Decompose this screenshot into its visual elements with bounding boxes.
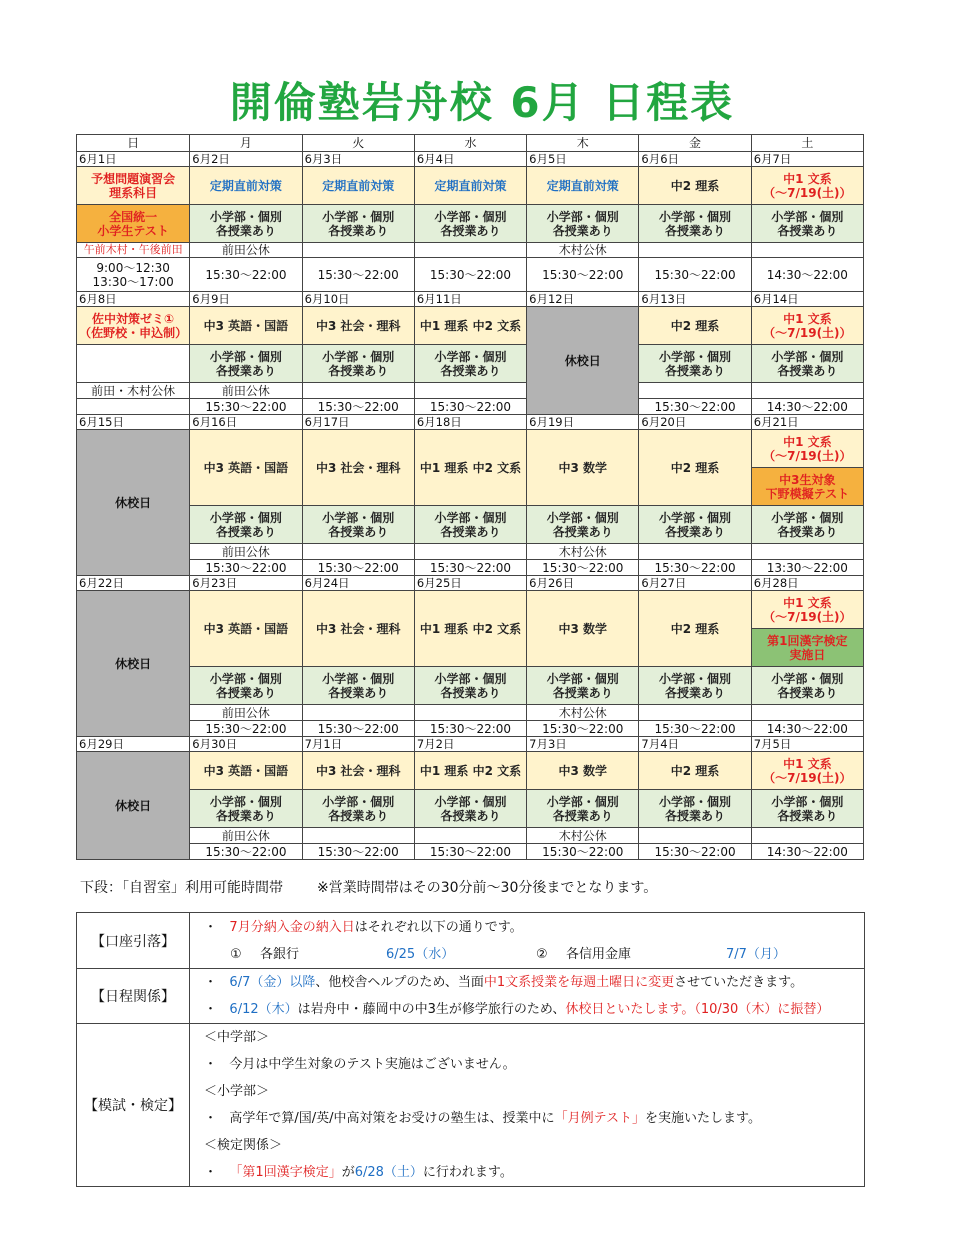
elem-class-cell: 小学部・個別 各授業あり — [527, 790, 639, 828]
date-cell: 6月5日 — [527, 152, 639, 167]
study-hours-cell: 15:30～22:00 — [302, 258, 414, 292]
notice-text: に行われます。 — [422, 1165, 513, 1180]
study-hours-cell: 14:30～22:00 — [751, 399, 863, 415]
elem-class-cell: 小学部・個別 各授業あり — [414, 345, 526, 383]
staff-off-cell: 木村公休 — [527, 828, 639, 844]
class-cell: 中2 理系 — [639, 752, 751, 790]
study-hours-cell: 15:30～22:00 — [190, 721, 302, 737]
staff-off-cell: 木村公休 — [527, 544, 639, 560]
week1-elem-row — [77, 205, 864, 243]
staff-off-cell — [751, 243, 863, 258]
notice-row-moshi — [77, 1024, 865, 1187]
notice-date: 6/28（土） — [354, 1165, 423, 1180]
class-cell: 中3 社会・理科 — [302, 591, 414, 667]
notice-row-nittei — [77, 969, 865, 1024]
notice-label: 【口座引落】 — [77, 913, 190, 969]
notice-text: が — [341, 1165, 355, 1180]
class-cell: 中3 社会・理科 — [302, 430, 414, 506]
closed-day-cell: 休校日 — [527, 307, 639, 415]
item-number: ② — [536, 946, 548, 962]
date-cell: 6月1日 — [77, 152, 190, 167]
week1-class-row — [77, 167, 864, 205]
elem-class-cell: 小学部・個別 各授業あり — [414, 667, 526, 705]
elem-class-cell: 小学部・個別 各授業あり — [751, 506, 863, 544]
notice-text: は岩舟中・藤岡中の中3生が修学旅行のため、 — [297, 1002, 566, 1017]
staff-off-cell: 前田公休 — [190, 544, 302, 560]
week3-hours-row — [77, 560, 864, 576]
notice-line — [190, 941, 864, 968]
elem-class-cell: 小学部・個別 各授業あり — [639, 667, 751, 705]
week2-hours-row — [77, 399, 864, 415]
class-cell: 中3 社会・理科 — [302, 307, 414, 345]
notice-date: 6/12（木） — [229, 1002, 298, 1017]
notice-text: はそれぞれ以下の通りです。 — [354, 919, 523, 935]
elem-class-cell: 小学部・個別 各授業あり — [751, 345, 863, 383]
staff-off-cell — [639, 705, 751, 721]
staff-off-cell — [639, 544, 751, 560]
staff-off-cell: 前田公休 — [190, 383, 302, 399]
staff-off-cell: 午前木村・午後前田 — [77, 243, 190, 258]
date-cell: 6月3日 — [302, 152, 414, 167]
week5-hours-row — [77, 844, 864, 860]
class-cell: 中2 理系 — [639, 307, 751, 345]
week2-elem-row — [77, 345, 864, 383]
elem-class-cell: 小学部・個別 各授業あり — [190, 667, 302, 705]
elem-class-cell: 小学部・個別 各授業あり — [527, 506, 639, 544]
date-cell: 6月17日 — [302, 415, 414, 430]
study-hours-cell: 15:30～22:00 — [527, 560, 639, 576]
notice-date: 6/7（金）以降 — [229, 975, 316, 990]
staff-off-cell — [751, 828, 863, 844]
bullet: ・ — [204, 1165, 218, 1180]
bank-name: 各銀行 — [260, 946, 300, 962]
event-cell: 佐中対策ゼミ① （佐野校・申込制） — [77, 307, 190, 345]
date-cell: 6月14日 — [751, 292, 863, 307]
date-cell: 6月8日 — [77, 292, 190, 307]
week3-class-row-a — [77, 430, 864, 468]
date-cell: 6月11日 — [414, 292, 526, 307]
study-hours-cell: 15:30～22:00 — [302, 844, 414, 860]
elem-class-cell: 小学部・個別 各授業あり — [751, 667, 863, 705]
date-cell: 6月2日 — [190, 152, 302, 167]
elem-class-cell: 小学部・個別 各授業あり — [751, 205, 863, 243]
event-cell: 予想問題演習会 理系科目 — [77, 167, 190, 205]
study-hours-cell: 15:30～22:00 — [414, 399, 526, 415]
study-hours-cell: 15:30～22:00 — [190, 844, 302, 860]
notice-text: 高学年で算/国/英/中高対策をお受けの塾生は、授業中に — [229, 1111, 555, 1126]
staff-off-cell: 木村公休 — [527, 705, 639, 721]
class-cell: 中2 理系 — [639, 591, 751, 667]
notice-highlight: 休校日といたします。（10/30（木）に振替） — [565, 1002, 830, 1017]
class-cell: 定期直前対策 — [190, 167, 302, 205]
staff-off-cell: 前田公休 — [190, 243, 302, 258]
elem-class-cell: 小学部・個別 各授業あり — [751, 790, 863, 828]
staff-off-cell — [414, 828, 526, 844]
class-cell: 中3 英語・国語 — [190, 752, 302, 790]
study-hours-cell: 15:30～22:00 — [190, 399, 302, 415]
study-hours-cell: 9:00～12:30 13:30～17:00 — [77, 258, 190, 292]
week3-date-row — [77, 415, 864, 430]
notice-subheading: ＜小学部＞ — [204, 1084, 270, 1099]
week1-off-row — [77, 243, 864, 258]
date-cell: 6月24日 — [302, 576, 414, 591]
footnote — [80, 877, 657, 897]
date-cell: 6月12日 — [527, 292, 639, 307]
elem-class-cell: 小学部・個別 各授業あり — [302, 205, 414, 243]
elem-class-cell: 小学部・個別 各授業あり — [639, 790, 751, 828]
date-cell: 6月10日 — [302, 292, 414, 307]
study-hours-cell: 14:30～22:00 — [751, 721, 863, 737]
study-hours-cell: 15:30～22:00 — [414, 721, 526, 737]
closed-day-cell: 休校日 — [77, 752, 190, 860]
staff-off-cell — [302, 243, 414, 258]
class-cell: 中3 英語・国語 — [190, 591, 302, 667]
notice-row-kouza — [77, 913, 865, 969]
page-title: 開倫塾岩舟校 6月 日程表 — [229, 78, 735, 127]
weekday-wed: 水 — [414, 135, 526, 152]
elem-class-cell: 小学部・個別 各授業あり — [302, 790, 414, 828]
date-cell: 6月29日 — [77, 737, 190, 752]
study-hours-cell: 15:30～22:00 — [639, 258, 751, 292]
class-cell: 中3 英語・国語 — [190, 307, 302, 345]
notice-body — [190, 1024, 865, 1187]
date-cell: 6月7日 — [751, 152, 863, 167]
study-hours-cell: 13:30～22:00 — [751, 560, 863, 576]
class-cell: 中3 社会・理科 — [302, 752, 414, 790]
staff-off-cell — [302, 705, 414, 721]
closed-day-cell: 休校日 — [77, 430, 190, 576]
notice-text: 今月は中学生対象のテスト実施はございません。 — [229, 1057, 516, 1072]
notice-line — [190, 1105, 864, 1132]
study-hours-cell: 15:30～22:00 — [639, 399, 751, 415]
date-cell: 6月9日 — [190, 292, 302, 307]
weekday-sun: 日 — [77, 135, 190, 152]
class-cell: 中3 数学 — [527, 591, 639, 667]
study-hours-cell: 15:30～22:00 — [414, 560, 526, 576]
date-cell: 7月5日 — [751, 737, 863, 752]
footnote-hours: ※営業時間帯はその30分前～30分後までとなります。 — [317, 880, 658, 896]
date-cell: 6月28日 — [751, 576, 863, 591]
week2-date-row — [77, 292, 864, 307]
class-cell: 中1 理系 中2 文系 — [414, 307, 526, 345]
notice-line — [190, 969, 864, 996]
staff-off-cell — [751, 383, 863, 399]
staff-off-cell — [302, 828, 414, 844]
week5-off-row — [77, 828, 864, 844]
staff-off-cell: 木村公休 — [527, 243, 639, 258]
empty-cell — [77, 345, 190, 383]
event-cell: 第1回漢字検定 実施日 — [751, 629, 863, 667]
elem-class-cell: 小学部・個別 各授業あり — [527, 667, 639, 705]
schedule-table — [76, 134, 864, 860]
notice-highlight: 「月例テスト」 — [554, 1111, 646, 1126]
class-cell: 定期直前対策 — [302, 167, 414, 205]
elem-class-cell: 小学部・個別 各授業あり — [190, 506, 302, 544]
bank-name: 各信用金庫 — [566, 946, 632, 962]
week2-class-row — [77, 307, 864, 345]
weekday-header-row — [77, 135, 864, 152]
date-cell: 7月4日 — [639, 737, 751, 752]
staff-off-cell: 前田・木村公休 — [77, 383, 190, 399]
class-cell: 中1 理系 中2 文系 — [414, 752, 526, 790]
study-hours-cell: 15:30～22:00 — [190, 258, 302, 292]
class-cell: 中1 理系 中2 文系 — [414, 430, 526, 506]
staff-off-cell: 前田公休 — [190, 828, 302, 844]
date-cell: 6月23日 — [190, 576, 302, 591]
class-cell: 定期直前対策 — [414, 167, 526, 205]
staff-off-cell — [751, 705, 863, 721]
notice-body — [190, 913, 865, 969]
week5-date-row — [77, 737, 864, 752]
study-hours-cell: 14:30～22:00 — [751, 258, 863, 292]
staff-off-cell — [414, 705, 526, 721]
week5-class-row — [77, 752, 864, 790]
date-cell: 6月30日 — [190, 737, 302, 752]
bank-date: 7/7（月） — [726, 946, 786, 962]
study-hours-cell: 15:30～22:00 — [302, 721, 414, 737]
notice-text: を実施いたします。 — [645, 1111, 762, 1126]
staff-off-cell — [751, 544, 863, 560]
date-cell: 6月22日 — [77, 576, 190, 591]
event-cell: 全国統一 小学生テスト — [77, 205, 190, 243]
study-hours-cell: 15:30～22:00 — [639, 844, 751, 860]
study-hours-cell: 15:30～22:00 — [414, 844, 526, 860]
weekday-sat: 土 — [751, 135, 863, 152]
class-cell: 中1 文系 （～7/19(土)） — [751, 430, 863, 468]
date-cell: 6月16日 — [190, 415, 302, 430]
study-hours-cell: 15:30～22:00 — [527, 721, 639, 737]
week4-hours-row — [77, 721, 864, 737]
week4-off-row — [77, 705, 864, 721]
date-cell: 6月18日 — [414, 415, 526, 430]
notice-highlight: 中1文系授業を毎週土曜日に変更 — [483, 975, 675, 990]
elem-class-cell: 小学部・個別 各授業あり — [639, 506, 751, 544]
elem-class-cell: 小学部・個別 各授業あり — [190, 345, 302, 383]
study-hours-cell: 15:30～22:00 — [414, 258, 526, 292]
closed-day-cell: 休校日 — [77, 591, 190, 737]
elem-class-cell: 小学部・個別 各授業あり — [639, 205, 751, 243]
date-cell: 6月6日 — [639, 152, 751, 167]
week3-elem-row — [77, 506, 864, 544]
week5-elem-row — [77, 790, 864, 828]
weekday-thu: 木 — [527, 135, 639, 152]
elem-class-cell: 小学部・個別 各授業あり — [302, 506, 414, 544]
date-cell: 6月4日 — [414, 152, 526, 167]
payment-date-title: 7月分納入金の納入日 — [229, 919, 355, 935]
date-cell: 6月27日 — [639, 576, 751, 591]
notice-label: 【日程関係】 — [77, 969, 190, 1024]
elem-class-cell: 小学部・個別 各授業あり — [302, 345, 414, 383]
class-cell: 中1 文系 （～7/19(土)） — [751, 307, 863, 345]
date-cell: 6月15日 — [77, 415, 190, 430]
study-hours-cell: 15:30～22:00 — [527, 258, 639, 292]
date-cell: 6月20日 — [639, 415, 751, 430]
date-cell: 6月25日 — [414, 576, 526, 591]
bank-date: 6/25（水） — [386, 946, 455, 962]
bullet: ・ — [204, 1111, 218, 1126]
notice-table — [76, 912, 865, 1187]
class-cell: 中1 文系 （～7/19(土)） — [751, 167, 863, 205]
weekday-fri: 金 — [639, 135, 751, 152]
elem-class-cell: 小学部・個別 各授業あり — [639, 345, 751, 383]
notice-body — [190, 969, 865, 1024]
elem-class-cell: 小学部・個別 各授業あり — [190, 205, 302, 243]
class-cell: 中2 理系 — [639, 167, 751, 205]
study-hours-cell: 15:30～22:00 — [527, 844, 639, 860]
staff-off-cell — [639, 383, 751, 399]
week1-hours-row — [77, 258, 864, 292]
study-hours-cell: 15:30～22:00 — [639, 721, 751, 737]
class-cell: 中1 文系 （～7/19(土)） — [751, 752, 863, 790]
class-cell: 中3 数学 — [527, 752, 639, 790]
staff-off-cell — [302, 383, 414, 399]
notice-subheading: ＜検定関係＞ — [204, 1138, 283, 1153]
notice-line — [190, 996, 864, 1023]
staff-off-cell — [414, 544, 526, 560]
study-hours-cell — [77, 399, 190, 415]
elem-class-cell: 小学部・個別 各授業あり — [527, 205, 639, 243]
date-cell: 6月21日 — [751, 415, 863, 430]
week1-date-row — [77, 152, 864, 167]
notice-line — [190, 1159, 864, 1186]
date-cell: 6月26日 — [527, 576, 639, 591]
study-hours-cell: 15:30～22:00 — [302, 560, 414, 576]
class-cell: 中3 英語・国語 — [190, 430, 302, 506]
study-hours-cell: 14:30～22:00 — [751, 844, 863, 860]
week4-class-row-a — [77, 591, 864, 629]
date-cell: 7月1日 — [302, 737, 414, 752]
class-cell: 定期直前対策 — [527, 167, 639, 205]
week4-elem-row — [77, 667, 864, 705]
elem-class-cell: 小学部・個別 各授業あり — [414, 205, 526, 243]
class-cell: 中2 理系 — [639, 430, 751, 506]
date-cell: 6月13日 — [639, 292, 751, 307]
bullet: ・ — [204, 975, 218, 990]
staff-off-cell — [414, 383, 526, 399]
event-cell: 中3生対象 下野模擬テスト — [751, 468, 863, 506]
staff-off-cell — [414, 243, 526, 258]
notice-highlight: 「第1回漢字検定」 — [229, 1165, 342, 1180]
item-number: ① — [230, 946, 242, 962]
class-cell: 中1 文系 （～7/19(土)） — [751, 591, 863, 629]
date-cell: 7月2日 — [414, 737, 526, 752]
notice-text: 、他校舎ヘルプのため、当面 — [315, 975, 484, 990]
weekday-mon: 月 — [190, 135, 302, 152]
staff-off-cell: 前田公休 — [190, 705, 302, 721]
date-cell: 7月3日 — [527, 737, 639, 752]
notice-subheading: ＜中学部＞ — [204, 1030, 270, 1045]
bullet: ・ — [204, 919, 218, 935]
study-hours-cell: 15:30～22:00 — [639, 560, 751, 576]
bullet: ・ — [204, 1002, 218, 1017]
study-hours-cell: 15:30～22:00 — [302, 399, 414, 415]
staff-off-cell — [639, 243, 751, 258]
class-cell: 中1 理系 中2 文系 — [414, 591, 526, 667]
footnote-lower-row: 下段：「自習室」利用可能時間帯 — [80, 880, 283, 896]
notice-label: 【模試・検定】 — [77, 1024, 190, 1187]
week2-off-row — [77, 383, 864, 399]
elem-class-cell: 小学部・個別 各授業あり — [414, 790, 526, 828]
notice-line — [190, 914, 864, 941]
bullet: ・ — [204, 1057, 218, 1072]
weekday-tue: 火 — [302, 135, 414, 152]
week4-date-row — [77, 576, 864, 591]
study-hours-cell: 15:30～22:00 — [190, 560, 302, 576]
date-cell: 6月19日 — [527, 415, 639, 430]
staff-off-cell — [302, 544, 414, 560]
week3-off-row — [77, 544, 864, 560]
elem-class-cell: 小学部・個別 各授業あり — [414, 506, 526, 544]
elem-class-cell: 小学部・個別 各授業あり — [190, 790, 302, 828]
notice-text: させていただきます。 — [674, 975, 804, 990]
staff-off-cell — [639, 828, 751, 844]
elem-class-cell: 小学部・個別 各授業あり — [302, 667, 414, 705]
notice-line — [190, 1051, 864, 1078]
class-cell: 中3 数学 — [527, 430, 639, 506]
